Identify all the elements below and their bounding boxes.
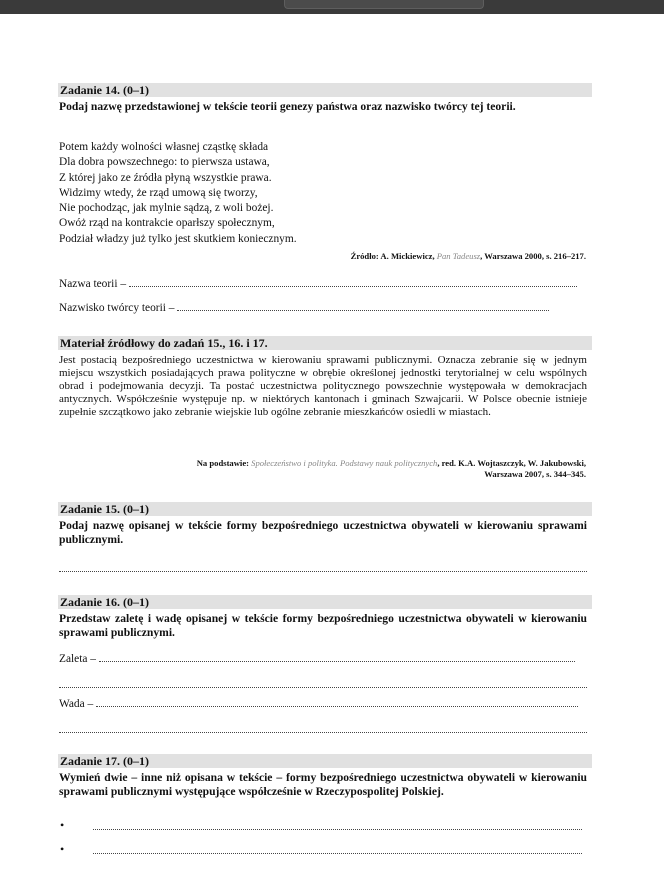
- document-page: [0, 14, 664, 871]
- poem-line: Widzimy wtedy, że rząd umową się tworzy,: [59, 186, 258, 199]
- task-16-header: Zadanie 16. (0–1): [58, 595, 592, 609]
- task-15-header: Zadanie 15. (0–1): [58, 502, 592, 516]
- source-prefix: Źródło: A. Mickiewicz,: [350, 251, 437, 261]
- source-title: Społeczeństwo i polityka. Podstawy nauk politycznych: [251, 458, 438, 468]
- answer-con-continuation[interactable]: [59, 731, 587, 733]
- task-14-header: Zadanie 14. (0–1): [58, 83, 592, 97]
- answer-author-line[interactable]: [59, 301, 587, 315]
- bullet-1: •: [60, 818, 65, 832]
- source-prefix: Na podstawie:: [196, 458, 252, 468]
- source-suffix: , red. K.A. Wojtaszczyk, W. Jakubowski,: [437, 458, 586, 468]
- answer-author-label: Nazwisko twórcy teorii –: [59, 302, 178, 314]
- source-suffix: , Warszawa 2000, s. 216–217.: [480, 251, 586, 261]
- answer-pro-line[interactable]: [59, 652, 587, 666]
- task-16-question: Przedstaw zaletę i wadę opisanej w tekście formy bezpośredniego uczestnictwa obywateli w kierowaniu sprawami publicznymi.: [59, 612, 587, 639]
- poem: [59, 140, 587, 247]
- answer-theory-line[interactable]: [59, 277, 587, 291]
- task-17-header: Zadanie 17. (0–1): [58, 754, 592, 768]
- source-line2: Warszawa 2007, s. 344–345.: [484, 469, 586, 479]
- answer-theory-field[interactable]: [129, 277, 577, 287]
- poem-line: Podział władzy już tylko jest skutkiem koniecznym.: [59, 232, 297, 245]
- answer-pro-continuation[interactable]: [59, 686, 587, 688]
- source-title: Pan Tadeusz: [436, 251, 481, 261]
- poem-line: Potem każdy wolności własnej cząstkę składa: [59, 141, 269, 153]
- poem-line: Z której jako ze źródła płyną wszystkie prawa.: [59, 171, 272, 184]
- task-15-question: Podaj nazwę opisanej w tekście formy bezpośredniego uczestnictwa obywateli w kierowaniu sprawami publicznymi.: [59, 519, 587, 546]
- task-17-answer-1[interactable]: [93, 828, 582, 830]
- answer-pro-field[interactable]: [99, 652, 575, 662]
- bullet-2: •: [60, 842, 65, 856]
- answer-con-line[interactable]: [59, 697, 587, 711]
- answer-con-field[interactable]: [96, 697, 578, 707]
- source-material-header: Materiał źródłowy do zadań 15., 16. i 17.: [58, 336, 592, 350]
- toolbar-control[interactable]: [284, 0, 484, 9]
- answer-author-field[interactable]: [177, 301, 549, 311]
- material-source: [197, 458, 586, 469]
- task-14-source: [351, 251, 586, 262]
- poem-line: Nie pochodząc, jak mylnie sądzą, z woli bożej.: [59, 202, 274, 215]
- task-17-answer-2[interactable]: [93, 852, 582, 854]
- answer-theory-label: Nazwa teorii –: [59, 278, 129, 290]
- task-14-question: Podaj nazwę przedstawionej w tekście teorii genezy państwa oraz nazwisko twórcy tej teorii.: [59, 100, 516, 113]
- task-15-answer-line[interactable]: [59, 570, 587, 572]
- material-source-line2: [484, 469, 586, 480]
- task-17-question: Wymień dwie – inne niż opisana w tekście – formy bezpośredniego uczestnictwa obywateli w kierowaniu sprawami publicznymi występujące współcześnie w Rzeczypospolitej Polskiej.: [59, 771, 587, 798]
- poem-line: Dla dobra powszechnego: to pierwsza ustawa,: [59, 156, 270, 169]
- answer-con-label: Wada –: [59, 698, 97, 710]
- answer-pro-label: Zaleta –: [59, 653, 99, 665]
- source-material-text: Jest postacią bezpośredniego uczestnictwa w kierowaniu sprawami publicznymi. Oznacza zebranie się w jednym miejscu wszystkich posiadających prawa polityczne w obrębie określonej jednostki terytorialnej w celu wspólnych obrad i podejmowania decyzji. Ta postać uczestnictwa politycznego powszechnie występowała w demokracjach antycznych. Współcześnie występuje np. w niektórych kantonach i gminach Szwajcarii. W Polsce obecnie istnieje zupełnie szczątkowo jako zebranie wiejskie lub ogólne zebranie mieszkańców osiedli w miastach.: [59, 354, 587, 418]
- viewer-toolbar: [0, 0, 664, 14]
- poem-line: Owóż rząd na kontrakcie oparłszy społecznym,: [59, 217, 275, 230]
